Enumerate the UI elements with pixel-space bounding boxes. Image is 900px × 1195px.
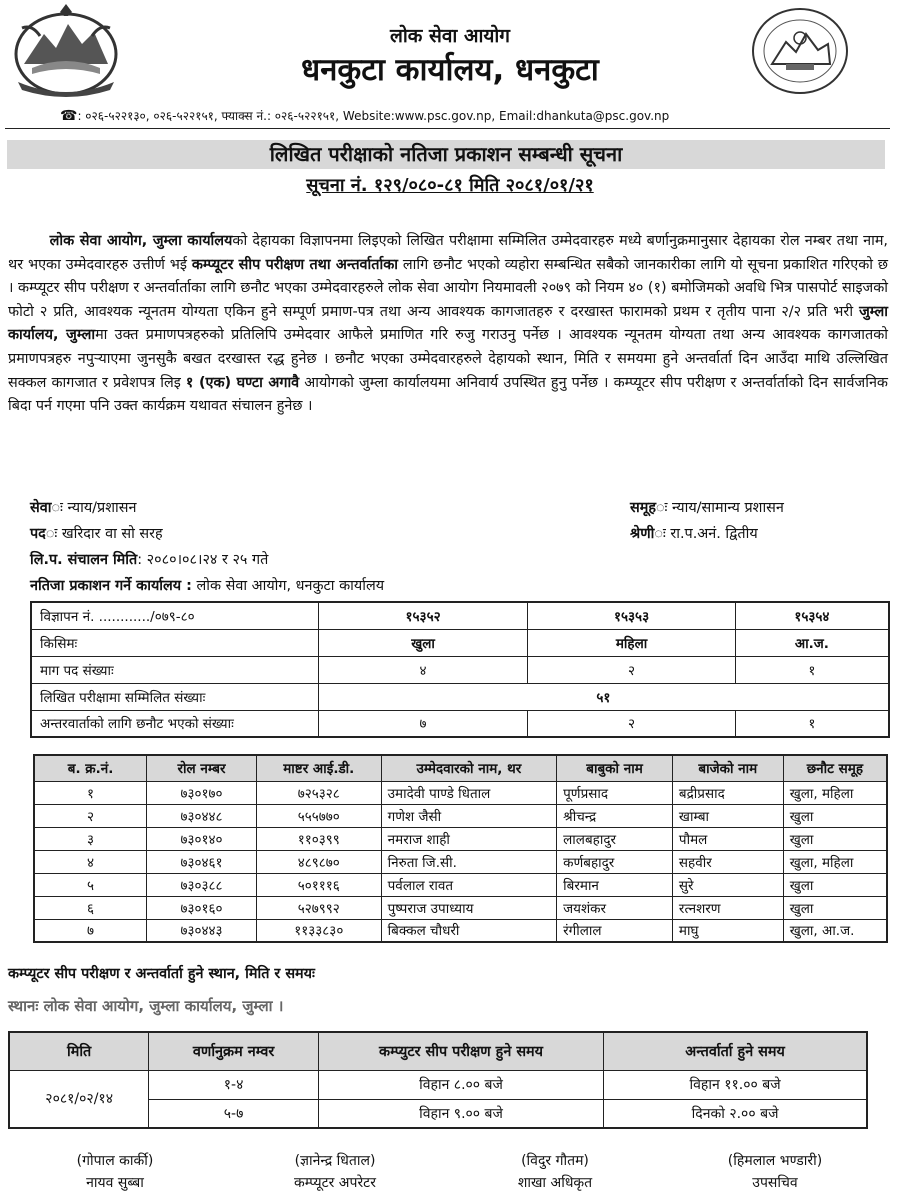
table-cell: ७३०३८८ [147, 873, 257, 896]
info-exam-date: लि.प. संचालन मिति: २०८०।०८।२४ र २५ गते [30, 552, 269, 568]
body-text-3: मा उक्त प्रमाणपत्रहरुको प्रतिलिपि उम्मेदवार आफैले प्रमाणित गरि रुजु गराउनु पर्नेछ । आवश्यक न्यूनतम योग्यता तथा अन्य आवश्यक कागजातको प्रमाणपत्रहरु नपुऱ्याएमा जुनसुकै बखत दरखास्त रद्ध हुनेछ । छनौट भएका उम्मेदवारहरुले देहायको स्थान, मिति र समयमा हुने अन्तर्वार्ता दिन आउँदा माथि उल्लिखित सक्कल कागजात र प्रवेशपत्र लिइ [8, 327, 888, 391]
summary-cell: २ [528, 656, 735, 683]
results-header: माष्टर आई.डी. [256, 755, 381, 781]
summary-cell: ५१ [318, 683, 889, 710]
table-cell: ७३०४४३ [147, 919, 257, 942]
notice-number: सूचना नं. १२९/०८०-८१ मिति २०८१/०१/२१ [306, 175, 594, 196]
table-cell: ४ [34, 850, 147, 873]
table-cell: नमराज शाही [381, 827, 557, 850]
table-cell: ५२७९९२ [256, 896, 381, 919]
results-header: बाबुको नाम [557, 755, 673, 781]
table-cell: ७३०१४० [147, 827, 257, 850]
table-cell: निरुता जि.सी. [381, 850, 557, 873]
summary-cell: खुला [318, 629, 527, 656]
table-cell: खुला, महिला [783, 781, 887, 804]
table-row [34, 827, 887, 850]
signatory-name: (गोपाल कार्की) [76, 1153, 154, 1169]
summary-cell: १५३५३ [528, 602, 735, 629]
table-cell: पर्वलाल रावत [381, 873, 557, 896]
phone-icon: ☎ [60, 108, 78, 124]
table-row [34, 781, 887, 804]
signatory-title: उपसचिव [752, 1175, 798, 1191]
signatory-name: (हिमलाल भण्डारी) [727, 1153, 823, 1169]
summary-row-adv [31, 602, 889, 629]
schedule-place: स्थानः लोक सेवा आयोग, जुम्ला कार्यालय, जुम्ला । [8, 997, 284, 1015]
schedule-table [8, 1031, 868, 1129]
table-cell: बद्रीप्रसाद [672, 781, 783, 804]
table-cell: सहवीर [672, 850, 783, 873]
table-cell: ७३०४४८ [147, 804, 257, 827]
body-bold-office: लोक सेवा आयोग, जुम्ला कार्यालय [49, 233, 233, 249]
signatory-title: कम्प्यूटर अपरेटर [294, 1175, 376, 1191]
table-row [34, 804, 887, 827]
schedule-header: वर्णानुक्रम नम्वर [149, 1032, 319, 1070]
table-cell: ११३३८३० [256, 919, 381, 942]
table-cell: ११०३९९ [256, 827, 381, 850]
results-header: ब. क्र.नं. [34, 755, 147, 781]
info-samuha: समूहः न्याय/सामान्य प्रशासन [630, 500, 784, 516]
schedule-header: मिति [9, 1032, 149, 1070]
summary-row-written [31, 683, 889, 710]
contact-text: : ०२६-५२२१३०, ०२६-५२२१५१, फ्याक्स नं.: ०२६-५२२१५१, Website:www.psc.gov.np, Email:dhankuta@psc.gov.np [77, 109, 670, 123]
table-cell: कर्णबहादुर [557, 850, 673, 873]
schedule-header: अन्तर्वार्ता हुने समय [604, 1032, 867, 1070]
table-cell: बिरमान [557, 873, 673, 896]
notice-title: लिखित परीक्षाको नतिजा प्रकाशन सम्बन्धी सूचना [7, 140, 885, 169]
summary-cell: ७ [318, 710, 527, 737]
table-cell: उमादेवी पाण्डे धिताल [381, 781, 557, 804]
signatory-name: (विदुर गौतम) [521, 1153, 589, 1169]
table-cell: ७३०४६१ [147, 850, 257, 873]
summary-row-posts [31, 656, 889, 683]
results-header: रोल नम्बर [147, 755, 257, 781]
schedule-cell: दिनको २.०० बजे [604, 1099, 867, 1128]
table-cell: ७२५३२८ [256, 781, 381, 804]
body-bold-test: कम्प्यूटर सीप परीक्षण तथा अन्तर्वार्ताका [191, 256, 398, 273]
results-body [34, 781, 887, 942]
info-shreni: श्रेणीः रा.प.अनं. द्वितीय [630, 526, 758, 542]
signatory-name: (ज्ञानेन्द्र धिताल) [294, 1153, 376, 1169]
schedule-cell: विहान ९.०० बजे [318, 1099, 603, 1128]
schedule-date: २०८१/०२/१४ [9, 1070, 149, 1128]
letterhead [0, 0, 900, 124]
table-cell: बिक्कल चौधरी [381, 919, 557, 942]
summary-cell: १५३५२ [318, 602, 527, 629]
table-cell: खाम्बा [672, 804, 783, 827]
schedule-heading: कम्प्यूटर सीप परीक्षण र अन्तर्वार्ता हुने स्थान, मिति र समयः [8, 966, 315, 982]
table-cell: सुरे [672, 873, 783, 896]
body-bold-jumla: जुम्ला कार्यालय, जुम्ला [8, 303, 888, 344]
psc-seal-icon [750, 6, 850, 96]
notice-body [8, 230, 888, 419]
signatory-title: नायव सुब्बा [86, 1175, 144, 1191]
signature-block [250, 1150, 420, 1194]
body-text-4: आयोगको जुम्ला कार्यालयमा अनिवार्य उपस्थित हुनु पर्नेछ । कम्प्यूटर सीप परीक्षण र अन्तर्वार्ताको दिन सार्वजनिक बिदा पर्न गएमा पनि उक्त कार्यक्रम यथावत संचालन हुनेछ । [8, 374, 888, 415]
signature-block [480, 1150, 630, 1194]
summary-cell: महिला [528, 629, 735, 656]
table-cell: खुला [783, 896, 887, 919]
table-cell: ७३०१७० [147, 781, 257, 804]
summary-table [30, 601, 890, 738]
table-row [34, 850, 887, 873]
summary-cell: १५३५४ [735, 602, 889, 629]
schedule-header-row [9, 1032, 867, 1070]
results-header-row [34, 755, 887, 781]
table-row [34, 919, 887, 942]
results-header: बाजेको नाम [672, 755, 783, 781]
summary-label: किसिमः [31, 629, 318, 656]
body-text-1: को देहायका विज्ञापनमा लिइएको लिखित परीक्षामा सम्मिलित उम्मेदवारहरु मध्ये बर्णानुक्रमानुसार देहायका रोल नम्बर तथा नाम, थर भएका उम्मेदवारहरु उत्तीर्ण भई [8, 233, 888, 273]
summary-label: लिखित परीक्षामा सम्मिलित संख्याः [31, 683, 318, 710]
table-cell: १ [34, 781, 147, 804]
info-seva: सेवाः न्याय/प्रशासन [30, 500, 137, 516]
info-publishing-office: नतिजा प्रकाशन गर्ने कार्यालय : लोक सेवा आयोग, धनकुटा कार्यालय [30, 578, 385, 594]
table-cell: ५०१११६ [256, 873, 381, 896]
summary-cell: २ [528, 710, 735, 737]
signatory-title: शाखा अधिकृत [517, 1175, 593, 1191]
org-name: लोक सेवा आयोग [389, 25, 510, 47]
results-table [33, 754, 888, 943]
table-row [34, 896, 887, 919]
results-header: छनौट समूह [783, 755, 887, 781]
table-cell: ५५५७७० [256, 804, 381, 827]
table-cell: खुला, महिला [783, 850, 887, 873]
summary-cell: आ.ज. [735, 629, 889, 656]
schedule-cell: ५-७ [149, 1099, 319, 1128]
schedule-cell: १-४ [149, 1070, 319, 1099]
results-header: उम्मेदवारको नाम, थर [381, 755, 557, 781]
table-cell: पुष्पराज उपाध्याय [381, 896, 557, 919]
office-name: धनकुटा कार्यालय, धनकुटा [301, 52, 599, 88]
schedule-cell: विहान ८.०० बजे [318, 1070, 603, 1099]
summary-cell: ४ [318, 656, 527, 683]
contact-line [60, 107, 669, 124]
info-pad: पदः खरिदार वा सो सरह [30, 526, 163, 542]
table-cell: ४८९८७० [256, 850, 381, 873]
table-cell: श्रीचन्द्र [557, 804, 673, 827]
table-cell: ६ [34, 896, 147, 919]
summary-cell: १ [735, 710, 889, 737]
summary-cell: १ [735, 656, 889, 683]
schedule-header: कम्प्युटर सीप परीक्षण हुने समय [318, 1032, 603, 1070]
table-cell: ७३०१६० [147, 896, 257, 919]
table-cell: ७ [34, 919, 147, 942]
summary-label: विज्ञापन नं. ............/०७९-८० [31, 602, 318, 629]
signature-block [40, 1150, 190, 1194]
schedule-cell: विहान ११.०० बजे [604, 1070, 867, 1099]
table-cell: पूर्णप्रसाद [557, 781, 673, 804]
body-text-2: लागि छनौट भएको व्यहोरा सम्बन्धित सबैको जानकारीका लागि यो सूचना प्रकाशित गरिएको छ । कम्प्यूटर सीप परीक्षण र अन्तर्वार्ताका लागि छनौट भएका उम्मेदवारहरुले लोक सेवा आयोग नियमावली २०७९ को नियम ४० (१) बमोजिमको अवधि भित्र पासपोर्ट साइजको फोटो २ प्रति, आवश्यक न्यूनतम योग्यता एकिन हुने सम्पूर्ण प्रमाण-पत्र तथा अन्य आवश्यक कागजातहरु र दरखास्त फारामको प्रथम र तृतीय पाना २/२ प्रति भरी [8, 256, 888, 320]
table-cell: खुला [783, 873, 887, 896]
body-bold-hour: १ (एक) घण्टा अगावै [185, 374, 300, 391]
summary-row-type [31, 629, 889, 656]
table-cell: पौमल [672, 827, 783, 850]
table-cell: लालबहादुर [557, 827, 673, 850]
schedule-row [9, 1070, 867, 1099]
table-cell: माघु [672, 919, 783, 942]
table-cell: रत्नशरण [672, 896, 783, 919]
table-row [34, 873, 887, 896]
summary-label: माग पद संख्याः [31, 656, 318, 683]
signature-block [695, 1150, 855, 1194]
table-cell: ३ [34, 827, 147, 850]
table-cell: गणेश जैसी [381, 804, 557, 827]
table-cell: खुला [783, 804, 887, 827]
table-cell: जयशंकर [557, 896, 673, 919]
table-cell: रंगीलाल [557, 919, 673, 942]
table-cell: खुला [783, 827, 887, 850]
header-divider [5, 128, 890, 129]
table-cell: खुला, आ.ज. [783, 919, 887, 942]
table-cell: २ [34, 804, 147, 827]
table-cell: ५ [34, 873, 147, 896]
summary-row-selected [31, 710, 889, 737]
summary-label: अन्तरवार्ताको लागि छनौट भएको संख्याः [31, 710, 318, 737]
